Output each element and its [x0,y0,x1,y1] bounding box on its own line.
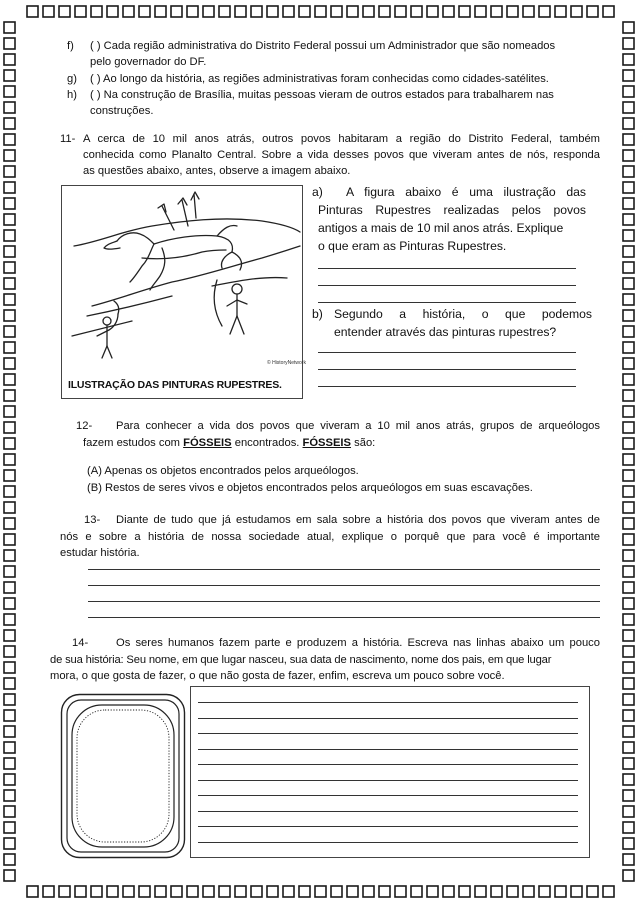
border-square [107,886,118,897]
q11b-answer-line-1[interactable] [318,352,576,353]
border-square [4,406,15,417]
border-square [267,886,278,897]
border-square [267,6,278,17]
border-square [587,6,598,17]
border-square [4,694,15,705]
border-square [4,262,15,273]
item-g-letter: g) [67,73,77,85]
border-square [623,294,634,305]
border-square [623,246,634,257]
border-square [187,886,198,897]
border-square [623,518,634,529]
item-f-continuation: pelo governador do DF. [90,56,207,68]
border-square [4,230,15,241]
border-square [4,54,15,65]
border-square [4,678,15,689]
border-square [27,6,38,17]
border-square [539,886,550,897]
border-square [27,886,38,897]
border-square [623,262,634,273]
border-square [475,6,486,17]
border-square [4,870,15,881]
border-square [411,6,422,17]
border-square [555,6,566,17]
q14-answer-line[interactable] [198,733,578,734]
border-square [283,6,294,17]
border-square [4,422,15,433]
q11a-line-4: o que eram as Pinturas Rupestres. [318,239,507,253]
border-square [623,758,634,769]
border-square [507,886,518,897]
q14-answer-line[interactable] [198,780,578,781]
q14-line-2: de sua história: Seu nome, em que lugar nasceu, sua data de nascimento, nome dos pais, em que lugar [50,654,552,666]
q11a-answer-line-2[interactable] [318,285,576,286]
border-square [251,6,262,17]
border-square [623,310,634,321]
q12-line-2 [83,436,375,452]
border-square [331,6,342,17]
q11b-answer-line-3[interactable] [318,386,576,387]
q14-answer-line[interactable] [198,826,578,827]
cave-painting-figure [61,185,306,399]
border-square [139,6,150,17]
border-square [623,454,634,465]
border-square [235,6,246,17]
border-square [123,6,134,17]
q13-answer-line-1[interactable] [88,569,600,570]
border-square [4,310,15,321]
q11b-answer-line-2[interactable] [318,369,576,370]
border-square [571,6,582,17]
q11a-answer-line-3[interactable] [318,302,576,303]
border-square [43,6,54,17]
border-square [4,758,15,769]
border-square [4,806,15,817]
border-square [4,598,15,609]
border-square [4,742,15,753]
border-square [459,886,470,897]
border-square [331,886,342,897]
q14-answer-line[interactable] [198,718,578,719]
border-square [203,6,214,17]
border-square [623,166,634,177]
item-h-text: ( ) Na construção de Brasília, muitas pessoas vieram de outros estados para trabalharem nas [90,89,554,101]
border-square [395,6,406,17]
q12-option-b[interactable]: (B) Restos de seres vivos e objetos encontrados pelos arqueólogos em suas escavações. [87,482,533,494]
border-square [623,566,634,577]
border-square [59,886,70,897]
border-square [623,22,634,33]
border-square [395,886,406,897]
border-square [443,6,454,17]
border-square [4,166,15,177]
border-square [379,6,390,17]
item-g-text: ( ) Ao longo da história, as regiões administrativas foram conhecidas como cidades-satélites. [90,73,549,85]
border-square [623,70,634,81]
border-square [4,454,15,465]
border-square [4,662,15,673]
q11a-answer-line-1[interactable] [318,268,576,269]
border-square [4,198,15,209]
q11a-line-3: antigos a mais de 10 mil anos atrás. Explique [318,221,564,235]
border-square [4,790,15,801]
border-square [491,886,502,897]
border-square [4,774,15,785]
border-square [4,246,15,257]
border-square [219,886,230,897]
border-square [623,182,634,193]
border-square [623,390,634,401]
border-square [623,86,634,97]
border-square [4,294,15,305]
q11-line-3: as questões abaixo, antes, observe a imagem abaixo. [83,165,351,177]
border-square [623,550,634,561]
border-square [623,502,634,513]
border-square [4,150,15,161]
border-square [4,22,15,33]
q11-line-1: A cerca de 10 mil anos atrás, outros povos habitaram a região do Distrito Federal, também [83,133,600,145]
border-square [411,886,422,897]
border-square [4,214,15,225]
q13-answer-line-3[interactable] [88,601,600,602]
border-square [623,150,634,161]
q14-line-3: mora, o que gosta de fazer, o que não gosta de fazer, enfim, escreva um pouco sobre você. [50,670,505,682]
border-square [623,710,634,721]
q12-number: 12- [76,420,93,432]
border-square [491,6,502,17]
border-square [4,438,15,449]
border-square [75,6,86,17]
border-square [363,6,374,17]
border-square [171,6,182,17]
q12-line-2-mid: encontrados. [231,437,303,449]
border-square [623,486,634,497]
border-square [283,886,294,897]
border-square [623,278,634,289]
q11b-line-2: entender através das pinturas rupestres? [334,325,557,339]
border-square [555,886,566,897]
border-square [4,566,15,577]
border-square [539,6,550,17]
border-square [623,694,634,705]
q12-fosseis-word-1: FÓSSEIS [183,437,232,449]
border-square [459,6,470,17]
q11a-line-1: A figura abaixo é uma ilustração das [346,185,586,199]
border-square [91,886,102,897]
border-square [4,854,15,865]
border-square [219,6,230,17]
border-square [4,358,15,369]
border-square [4,838,15,849]
border-square [187,6,198,17]
border-square [4,390,15,401]
border-square [623,822,634,833]
border-square [299,886,310,897]
photo-frame [60,693,186,859]
border-square [299,6,310,17]
q11b-letter: b) [312,307,323,321]
border-square [623,214,634,225]
border-square [4,182,15,193]
border-square [363,886,374,897]
border-square [4,582,15,593]
border-square [427,886,438,897]
q14-writing-area[interactable] [190,686,590,858]
q12-line-1: Para conhecer a vida dos povos que viveram a 10 mil anos atrás, grupos de arqueólogos [116,420,600,432]
border-square [4,118,15,129]
border-square [623,806,634,817]
border-square [4,726,15,737]
border-square [75,886,86,897]
border-square [623,726,634,737]
border-square [4,134,15,145]
border-square [443,886,454,897]
border-square [603,886,614,897]
border-square [623,134,634,145]
image-watermark: © HistoryNetwork [267,360,306,366]
item-h-continuation: construções. [90,105,154,117]
border-square [587,886,598,897]
border-square [623,614,634,625]
border-square [623,630,634,641]
cave-painting-illustration [62,186,306,376]
q14-answer-line[interactable] [198,764,578,765]
border-square [155,6,166,17]
q12-option-a[interactable]: (A) Apenas os objetos encontrados pelos arqueólogos. [87,465,359,477]
border-square [623,470,634,481]
border-square [139,886,150,897]
q14-answer-line[interactable] [198,749,578,750]
border-square [571,886,582,897]
border-square [4,550,15,561]
border-square [475,886,486,897]
item-f-text: ( ) Cada região administrativa do Distrito Federal possui um Administrador que são nomeados [90,40,556,52]
q14-line-1: Os seres humanos fazem parte e produzem a história. Escreva nas linhas abaixo um pouco [116,637,600,649]
border-square [107,6,118,17]
border-square [4,374,15,385]
border-square [155,886,166,897]
border-square [623,230,634,241]
border-square [623,582,634,593]
border-square [4,102,15,113]
border-square [623,406,634,417]
border-square [427,6,438,17]
q12-fosseis-word-2: FÓSSEIS [302,437,352,449]
q14-answer-line[interactable] [198,842,578,843]
border-square [4,534,15,545]
q13-answer-line-2[interactable] [88,585,600,586]
border-square [623,742,634,753]
q14-answer-line[interactable] [198,795,578,796]
border-square [623,790,634,801]
border-square [623,374,634,385]
border-square [315,886,326,897]
border-square [623,342,634,353]
q13-line-3: estudar história. [60,547,140,559]
border-square [59,6,70,17]
border-square [603,6,614,17]
border-square [347,6,358,17]
border-square [203,886,214,897]
q14-answer-line[interactable] [198,811,578,812]
q11-number: 11- [60,133,76,145]
border-square [123,886,134,897]
border-square [347,886,358,897]
q12-line-2-pre: fazem estudos com [83,437,184,449]
border-square [623,54,634,65]
q12-line-2-post: são: [351,437,376,449]
border-square [4,486,15,497]
border-square [623,870,634,881]
border-square [623,662,634,673]
q11-line-2: conhecida como Planalto Central. Sobre a vida desses povos que viveram antes de nós, responda [83,149,600,161]
border-square [4,326,15,337]
q13-answer-line-4[interactable] [88,617,600,618]
q11b-line-1: Segundo a história, o que podemos [334,307,592,321]
border-square [4,70,15,81]
q13-line-1: Diante de tudo que já estudamos em sala sobre a história dos povos que viveram antes de [116,514,600,526]
q13-line-2: nós e sobre a história de nossa sociedade atual, explique o porquê que para você é importante [60,531,600,543]
q11a-line-2: Pinturas Rupestres realizadas pelos povos [318,203,586,217]
item-f-letter: f) [67,40,74,52]
border-square [507,6,518,17]
item-h-letter: h) [67,89,77,101]
border-square [623,598,634,609]
border-square [623,198,634,209]
border-square [623,774,634,785]
border-square [379,886,390,897]
q13-number: 13- [84,514,101,526]
q11a-letter: a) [312,185,323,199]
border-square [4,342,15,353]
border-square [4,38,15,49]
border-square [4,278,15,289]
border-square [623,438,634,449]
border-square [4,518,15,529]
border-square [91,6,102,17]
border-square [623,102,634,113]
border-square [4,822,15,833]
border-square [251,886,262,897]
border-square [623,838,634,849]
border-square [43,886,54,897]
border-square [623,646,634,657]
border-square [4,710,15,721]
border-square [623,118,634,129]
q14-number: 14- [72,637,89,649]
border-square [623,534,634,545]
border-square [623,678,634,689]
border-square [623,358,634,369]
border-square [623,422,634,433]
border-square [523,6,534,17]
border-square [4,470,15,481]
border-square [315,6,326,17]
border-square [171,886,182,897]
border-square [523,886,534,897]
border-square [4,86,15,97]
border-square [4,646,15,657]
image-caption: ILUSTRAÇÃO DAS PINTURAS RUPESTRES. [68,379,282,391]
border-square [235,886,246,897]
border-square [4,502,15,513]
border-square [623,38,634,49]
border-square [623,326,634,337]
border-square [623,854,634,865]
q14-answer-line[interactable] [198,702,578,703]
border-square [4,630,15,641]
border-square [4,614,15,625]
